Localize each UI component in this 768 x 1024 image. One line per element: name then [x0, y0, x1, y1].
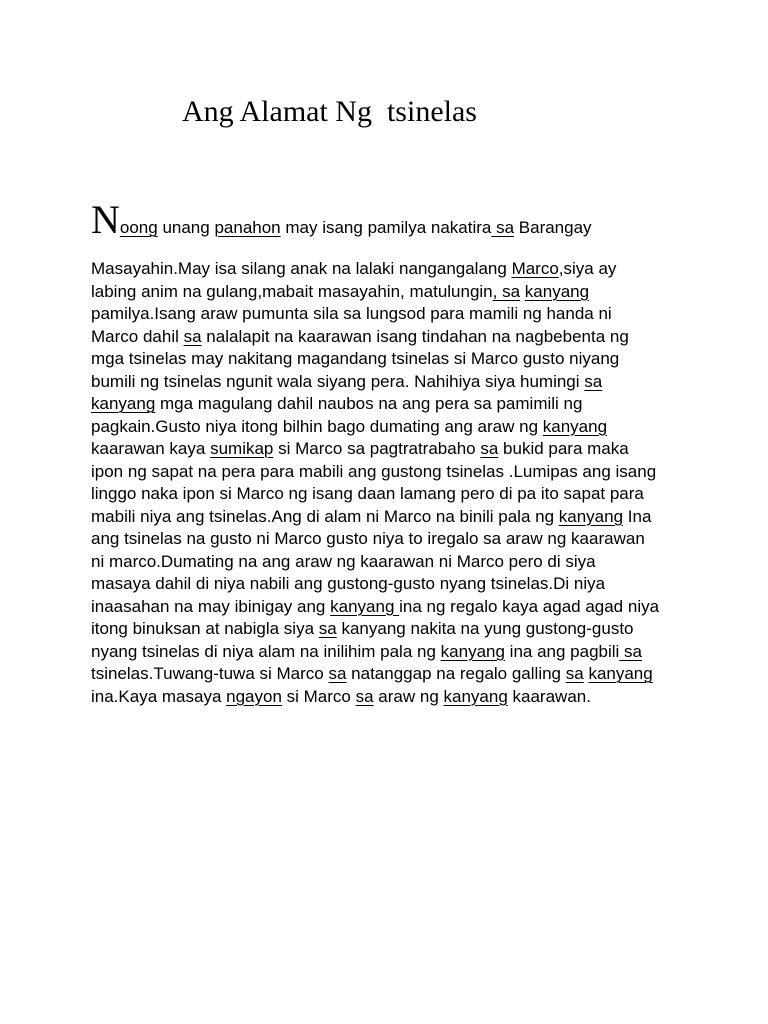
underlined-word: kanyang [588, 664, 653, 683]
text-segment: ni marco.Dumating na ang araw ng kaarawan ni Marco pero di siya [91, 551, 596, 571]
text-line [91, 393, 691, 416]
text-segment: si Marco [281, 686, 356, 706]
paragraph-lines [91, 258, 691, 708]
text-line [91, 618, 691, 641]
text-line [91, 641, 691, 664]
text-line [91, 258, 691, 281]
text-segment: ina ng regalo kaya agad agad niya [399, 596, 660, 616]
underlined-word: sa [491, 218, 515, 237]
text-line [91, 416, 691, 439]
text-line [91, 573, 691, 596]
underlined-word: sa [565, 664, 584, 683]
text-line [91, 371, 691, 394]
text-line [91, 528, 691, 551]
text-segment: kaarawan. [507, 686, 591, 706]
underlined-word: sa [619, 641, 642, 661]
underlined-word: kanyang [542, 416, 608, 436]
text-segment: kaarawan kaya [91, 439, 211, 458]
text-line [91, 663, 691, 686]
text-segment: tsinelas.Tuwang-tuwa si Marco [91, 664, 329, 683]
text-segment: pagkain.Gusto niya itong bilhin bago dumating ang araw ng [91, 416, 543, 436]
text-segment: bumili ng tsinelas ngunit wala siyang pera. Nahihiya siya humingi [91, 371, 585, 391]
text-segment: unang [157, 218, 215, 237]
underlined-word: Marco [511, 259, 559, 278]
underlined-word: sa [480, 439, 499, 458]
underlined-word: kanyang [524, 281, 590, 301]
text-segment: masaya dahil di niya nabili ang gustong-gusto nyang tsinelas.Di niya [91, 574, 606, 593]
drop-cap: N [91, 197, 120, 242]
text-segment: bukid para maka [498, 439, 629, 458]
underlined-word: sumikap [210, 439, 274, 458]
text-segment: si Marco sa pagtratrabaho [273, 439, 481, 458]
underlined-word: sa [584, 371, 603, 391]
underlined-word: kanyang [91, 394, 156, 413]
first-line [91, 197, 691, 250]
text-line [91, 438, 691, 461]
text-line [91, 461, 691, 484]
underlined-word: oong [119, 218, 158, 237]
text-segment: ina ang pagbili [504, 641, 620, 661]
text-segment: nalalapit na kaarawan isang tindahan na nagbebenta ng [201, 326, 629, 346]
story-body [91, 197, 691, 708]
underlined-word: , sa [492, 281, 521, 301]
text-segment: inaasahan na may ibinigay ang [91, 596, 331, 616]
text-line [91, 303, 691, 326]
underlined-word: kanyang [443, 686, 508, 706]
text-segment: kanyang nakita na yung gustong-gusto [336, 619, 634, 638]
text-segment: ipon ng sapat na pera para mabili ang gustong tsinelas .Lumipas ang isang [91, 461, 657, 481]
text-segment: araw ng [373, 686, 444, 706]
text-segment: ang tsinelas na gusto ni Marco gusto niya to iregalo sa araw ng kaarawan [91, 529, 645, 548]
text-segment: mabili niya ang tsinelas.Ang di alam ni Marco na binili pala ng [91, 506, 559, 526]
document-title: Ang Alamat Ng tsinelas [182, 95, 477, 128]
text-line [91, 596, 691, 619]
text-segment: ina.Kaya masaya [91, 686, 227, 706]
text-segment: labing anim na gulang,mabait masayahin, matulungin [91, 281, 493, 301]
text-segment: mga tsinelas may nakitang magandang tsinelas si Marco gusto niyang [91, 349, 620, 368]
underlined-word: kanyang [558, 506, 624, 526]
underlined-word: ngayon [226, 686, 282, 706]
text-line [91, 506, 691, 529]
underlined-word: sa [318, 619, 337, 638]
text-line [91, 483, 691, 506]
text-line [91, 348, 691, 371]
text-segment: Marco dahil [91, 326, 184, 346]
text-segment: linggo naka ipon si Marco ng isang daan lamang pero di pa ito sapat para [91, 484, 644, 503]
text-segment: ,siya ay [558, 259, 617, 278]
underlined-word: kanyang [330, 596, 400, 616]
text-segment: pamilya.Isang araw pumunta sila sa lungsod para mamili ng handa ni [91, 304, 612, 323]
text-segment: mga magulang dahil naubos na ang pera sa pamimili ng [155, 394, 583, 413]
text-segment: natanggap na regalo galling [346, 664, 566, 683]
text-segment: nyang tsinelas di niya alam na inilihim pala ng [91, 641, 441, 661]
underlined-word: kanyang [440, 641, 505, 661]
underlined-word: panahon [214, 218, 281, 237]
text-segment: Ina [623, 506, 652, 526]
underlined-word: sa [355, 686, 374, 706]
underlined-word: sa [183, 326, 202, 346]
text-line [91, 281, 691, 304]
underlined-word: sa [328, 664, 347, 683]
text-line [91, 551, 691, 574]
text-segment: Masayahin.May isa silang anak na lalaki nangangalang [91, 259, 512, 278]
text-segment: may isang pamilya nakatira [280, 218, 492, 237]
text-line [91, 686, 691, 709]
text-segment: Barangay [514, 218, 592, 237]
text-line [91, 326, 691, 349]
text-segment: itong binuksan at nabigla siya [91, 619, 319, 638]
